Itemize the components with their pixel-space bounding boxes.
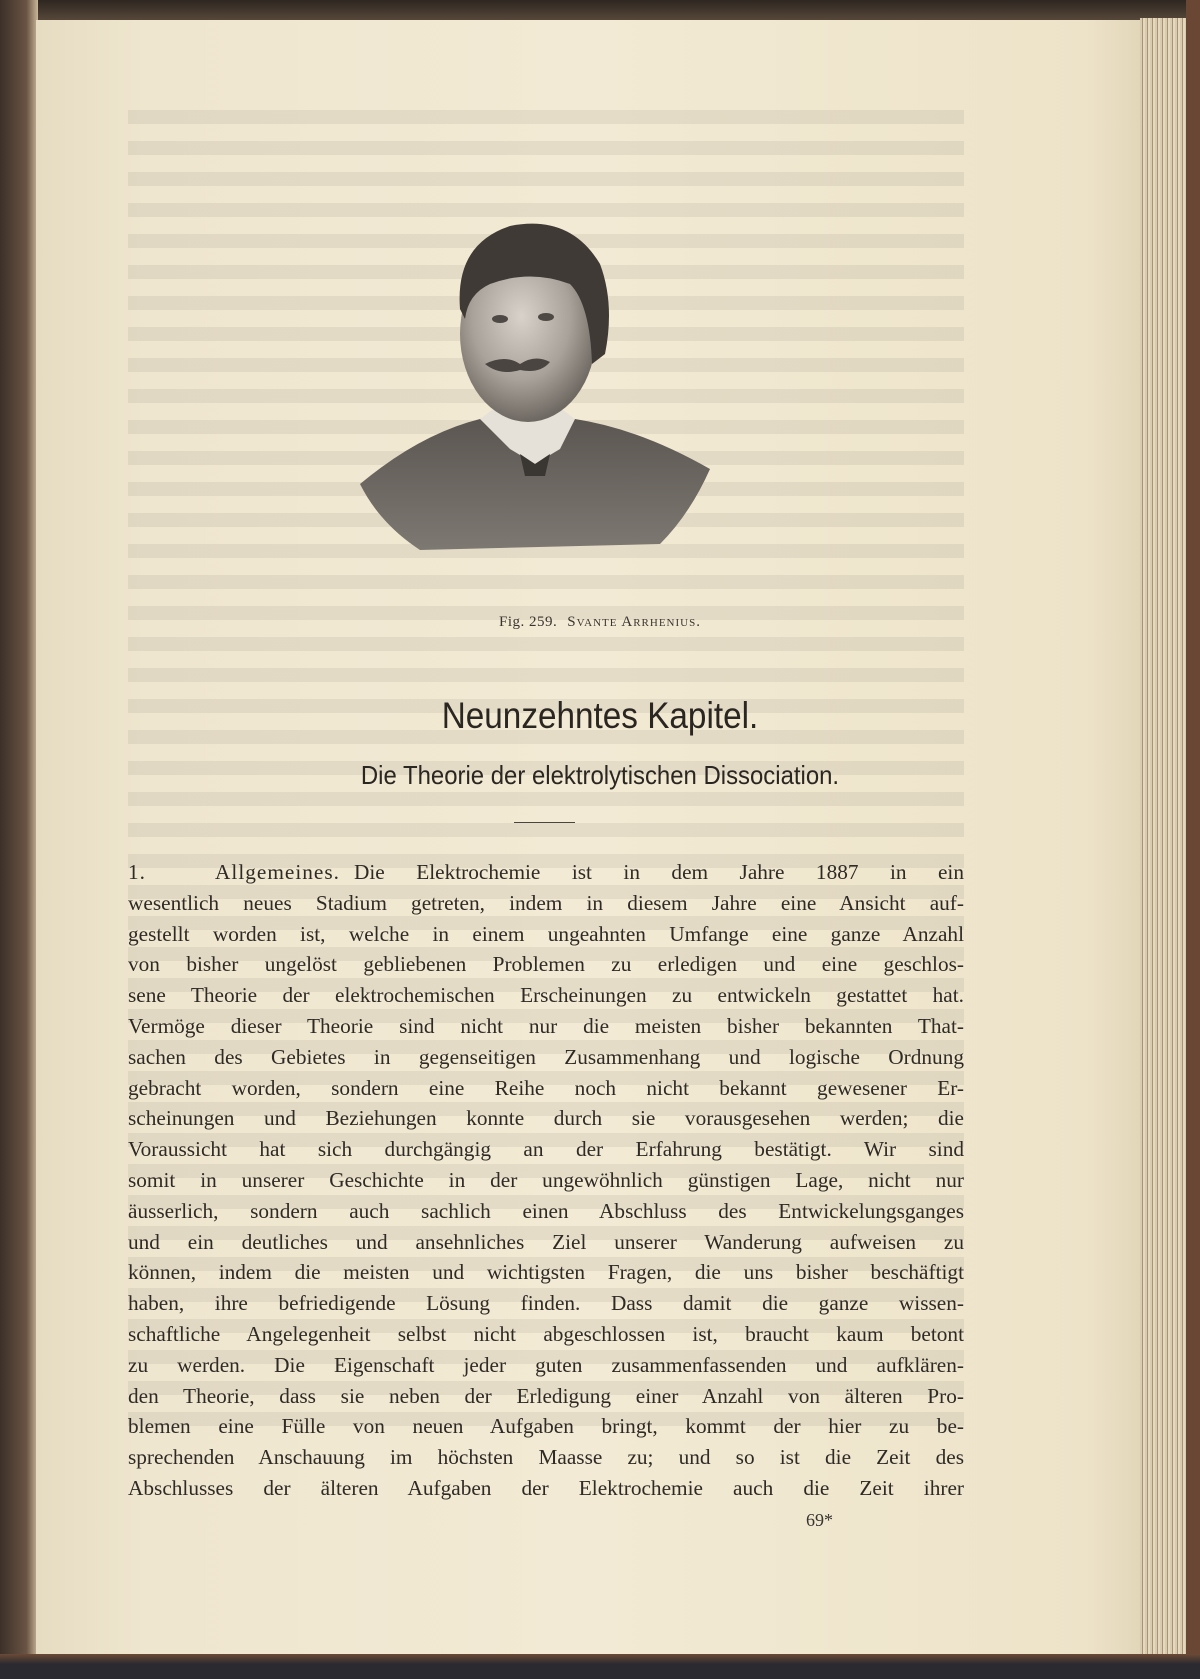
signature-mark: 69* (806, 1510, 833, 1530)
text-line: können, indem die meisten und wichtigsten Fragen, die uns bisher beschäftigt (128, 1260, 964, 1285)
text-line: gestellt worden ist, welche in einem ungeahnten Umfange eine ganze Anzahl (128, 921, 964, 946)
section-heading: 1. Allgemeines. (128, 860, 340, 884)
portrait-engraving (360, 214, 720, 550)
text-line: zu werden. Die Eigenschaft jeder guten zusammenfassenden und aufklären- (128, 1352, 964, 1377)
text-line: den Theorie, dass sie neben der Erledigung einer Anzahl von älteren Pro- (128, 1383, 964, 1408)
text-line: blemen eine Fülle von neuen Aufgaben bringt, kommt der hier zu be- (128, 1414, 964, 1439)
figure-caption-name: Svante Arrhenius. (567, 614, 701, 630)
text-line: wesentlich neues Stadium getreten, indem in diesem Jahre eine Ansicht auf- (128, 890, 964, 915)
text-line: Abschlusses der älteren Aufgaben der Elektrochemie auch die Zeit ihrer (128, 1475, 964, 1500)
figure-caption (0, 614, 1200, 631)
text-line: von bisher ungelöst gebliebenen Problemen zu erledigen und eine geschlos- (128, 952, 964, 977)
text-line: äusserlich, sondern auch sachlich einen Abschluss des Entwickelungsganges (128, 1198, 964, 1223)
text-line: gebracht worden, sondern eine Reihe noch nicht bekannt gewesener Er- (128, 1075, 964, 1100)
chapter-title: Neunzehntes Kapitel. (441, 695, 759, 736)
text-line: sprechenden Anschauung im höchsten Maasse zu; und so ist die Zeit des (128, 1445, 964, 1470)
page-edges (1140, 18, 1186, 1658)
text-line: scheinungen und Beziehungen konnte durch sie vorausgesehen werden; die (128, 1106, 964, 1131)
chapter-subtitle: Die Theorie der elektrolytischen Dissociation. (360, 760, 840, 790)
text-line: schaftliche Angelegenheit selbst nicht abgeschlossen ist, braucht kaum betont (128, 1321, 964, 1346)
text-line: sene Theorie der elektrochemischen Erscheinungen zu entwickeln gestattet hat. (128, 983, 964, 1008)
book-cover-edge (1186, 0, 1200, 1679)
text-line: sachen des Gebietes in gegenseitigen Zusammenhang und logische Ordnung (128, 1044, 964, 1069)
book-binding-top (0, 0, 1200, 22)
book-binding-bottom (0, 1654, 1200, 1679)
text-line: haben, ihre befriedigende Lösung finden. Dass damit die ganze wissen- (128, 1291, 964, 1316)
text-line: Vermöge dieser Theorie sind nicht nur die meisten bisher bekannten That- (128, 1013, 964, 1038)
book-gutter (0, 0, 38, 1679)
text-line: somit in unserer Geschichte in der ungewöhnlich günstigen Lage, nicht nur (128, 1167, 964, 1192)
section-divider (514, 822, 575, 823)
text-line: und ein deutliches und ansehnliches Ziel unserer Wanderung aufweisen zu (128, 1229, 964, 1254)
text-line: 1. Allgemeines. Die Elektrochemie ist in dem Jahre 1887 in ein (128, 860, 964, 884)
figure-label: Fig. 259. (499, 614, 558, 630)
body-text (128, 857, 964, 1504)
text-line: Voraussicht hat sich durchgängig an der Erfahrung bestätigt. Wir sind (128, 1137, 964, 1162)
